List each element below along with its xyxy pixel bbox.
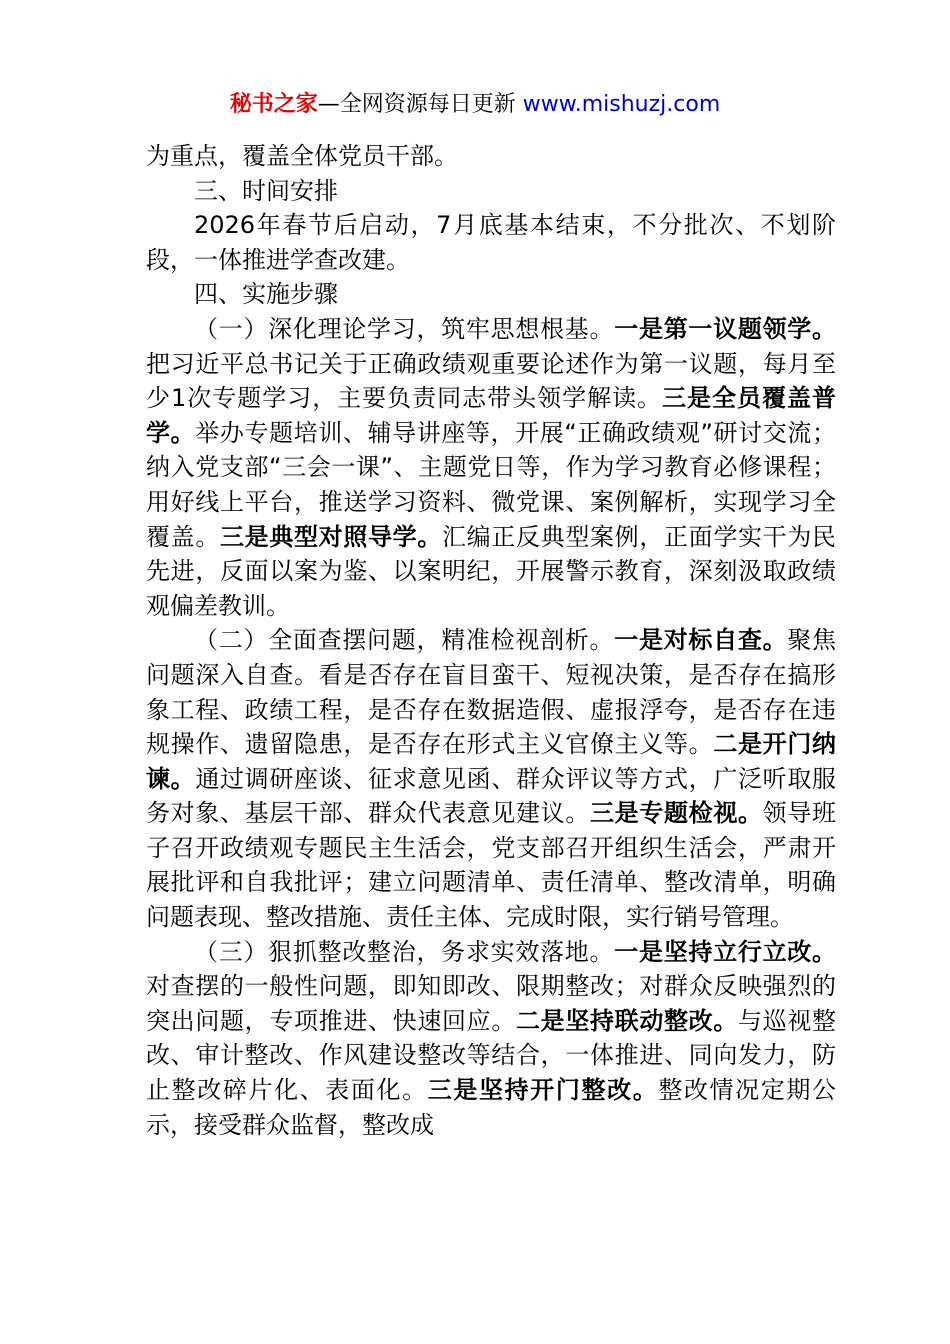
step-1-text-2: 举办专题培训、辅导讲座等，开展“正确政绩观”研讨交流；纳入党支部“三会一课”、主题党日等，作为学习教育必修课程；用好线上平台，推送学习资料、微党课、案例解析，实现学习全覆盖。	[146, 418, 837, 551]
step-3-point-3: 三是坚持开门整改。	[427, 1076, 659, 1105]
section-heading-steps: 四、实施步骤	[194, 280, 338, 309]
section-heading-schedule: 三、时间安排	[194, 176, 338, 205]
step-2-title: （二）全面查摆问题，精准检视剖析。	[194, 626, 615, 655]
step-2-point-1: 一是对标自查。	[614, 626, 788, 655]
site-url-link[interactable]: www.mishuzj.com	[522, 92, 721, 117]
step-3-text-1: 对查摆的一般性问题，即知即改、限期整改；对群众反映强烈的突出问题，专项推进、快速回应。	[146, 972, 836, 1035]
step-1-title: （一）深化理论学习，筑牢思想根基。	[194, 314, 615, 343]
step-1-point-1: 一是第一议题领学。	[614, 314, 837, 343]
paragraph-continuation: 为重点，覆盖全体党员干部。	[146, 142, 458, 170]
site-brand: 秘书之家	[229, 92, 318, 117]
step-3-title: （三）狠抓整改整治，务求实效落地。	[194, 937, 615, 966]
step-1-text-1: 把习近平总书记关于正确政绩观重要论述作为第一议题，每月至少1次专题学习，主要负责同志带头领学解读。	[146, 349, 836, 413]
paragraph-step-1	[146, 312, 836, 623]
step-3-text-2: 与巡视整改、审计整改、作风建设整改等结合，一体推进、同向发力，防止整改碎片化、表面化。	[146, 1006, 836, 1105]
step-1-text-3: 汇编正反典型案例，正面学实干为民先进，反面以案为鉴、以案明纪，开展警示教育，深刻汲取政绩观偏差教训。	[146, 522, 836, 620]
step-2-text-3: 领导班子召开政绩观专题民主生活会，党支部召开组织生活会，严肃开展批评和自我批评；建立问题清单、责任清单、整改清单，明确问题表现、整改措施、责任主体、完成时限，实行销号管理。	[146, 799, 837, 932]
step-2-text-2: 通过调研座谈、征求意见函、群众评议等方式，广泛听取服务对象、基层干部、群众代表意见建议。	[146, 764, 837, 828]
paragraph-schedule: 2026年春节后启动，7月底基本结束，不分批次、不划阶段，一体推进学查改建。	[146, 211, 836, 274]
step-3-point-1: 一是坚持立行立改。	[614, 937, 837, 966]
step-2-text-1: 聚焦问题深入自查。看是否存在盲目蛮干、短视决策，是否存在搞形象工程、政绩工程，是否存在数据造假、虚报浮夸，是否存在违规操作、遗留隐患，是否存在形式主义官僚主义等。	[146, 626, 837, 759]
paragraph-step-2	[146, 623, 836, 934]
step-2-point-3: 三是专题检视。	[590, 799, 763, 828]
site-header	[0, 90, 950, 120]
step-2-point-2: 二是开门纳谏。	[146, 730, 837, 793]
paragraph-step-3	[146, 935, 836, 1143]
step-1-point-3: 三是典型对照导学。	[220, 522, 442, 551]
step-3-text-3: 整改情况定期公示，接受群众监督，整改成	[146, 1076, 837, 1139]
document-body	[146, 139, 836, 1142]
site-slogan: —全网资源每日更新	[317, 92, 523, 117]
step-3-point-2: 二是坚持联动整改。	[516, 1006, 738, 1035]
step-1-point-2: 三是全员覆盖普学。	[146, 384, 836, 447]
